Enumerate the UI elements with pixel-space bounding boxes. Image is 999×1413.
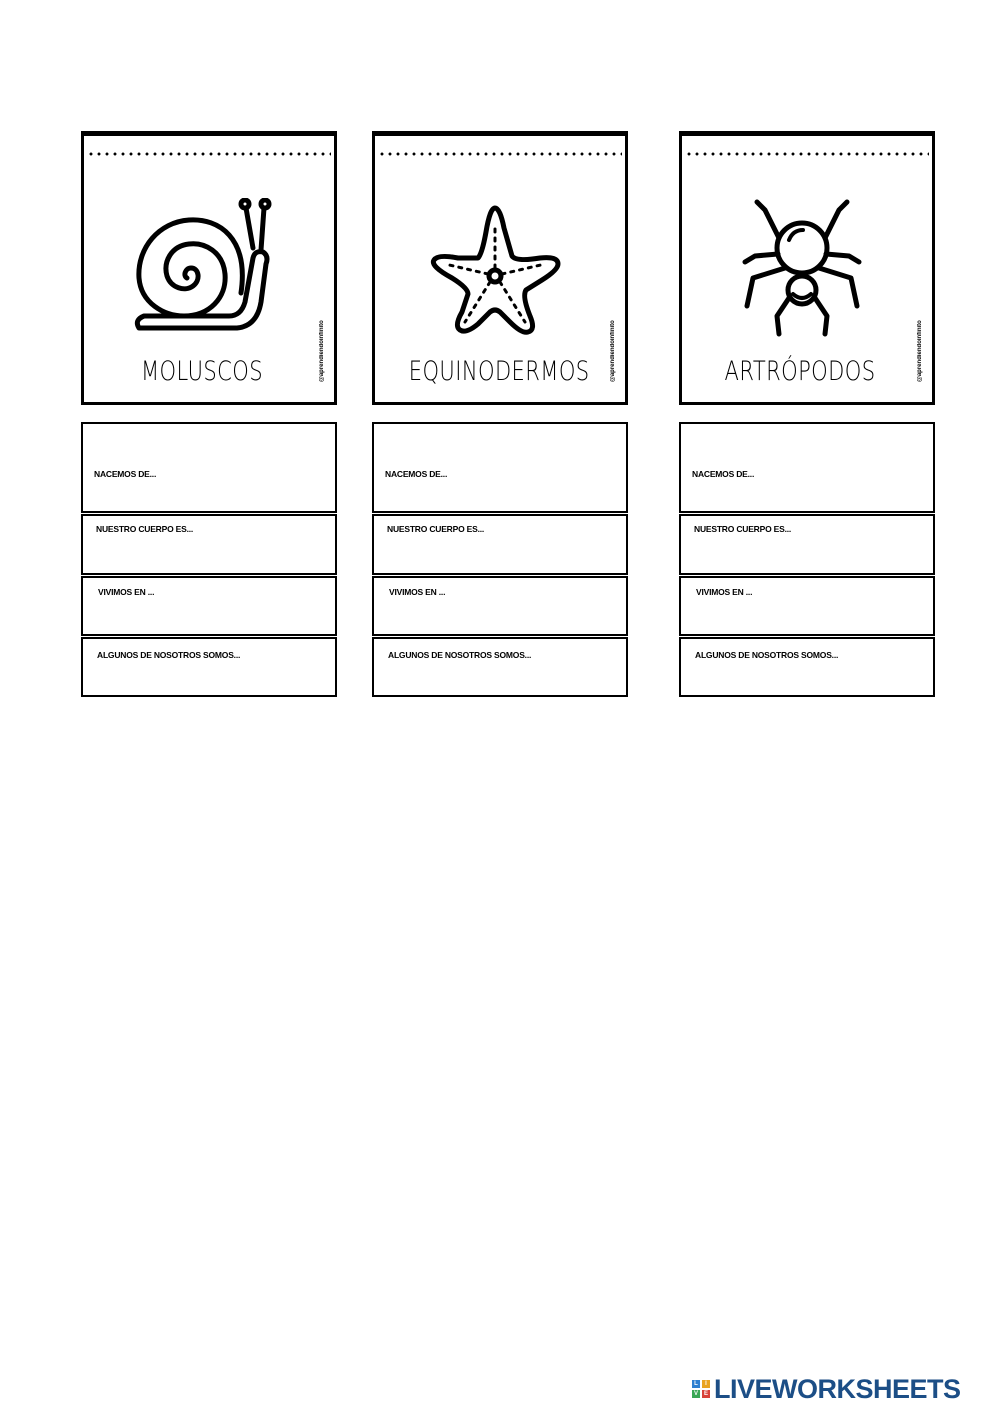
answer-box-algunos[interactable]	[81, 637, 337, 697]
card-equinodermos	[372, 131, 628, 405]
dotted-cut-line	[87, 152, 331, 156]
snail-icon	[129, 198, 279, 338]
spider-icon	[727, 198, 877, 338]
dotted-cut-line	[685, 152, 929, 156]
credit-text: @aprendiendoinfinito	[917, 320, 923, 382]
answer-box-cuerpo[interactable]	[81, 514, 337, 575]
credit-text: @aprendiendoinfinito	[610, 320, 616, 382]
answer-box-vivimos[interactable]	[372, 576, 628, 636]
row-label: NUESTRO CUERPO ES...	[387, 524, 485, 534]
answer-box-nacemos[interactable]	[679, 422, 935, 513]
info-table-artropodos	[679, 422, 935, 697]
card-title: MOLUSCOS	[141, 356, 263, 387]
card-title: ARTRÓPODOS	[724, 356, 876, 387]
info-table-equinodermos	[372, 422, 628, 697]
row-label: VIVIMOS EN ...	[98, 587, 155, 597]
answer-box-cuerpo[interactable]	[372, 514, 628, 575]
card-moluscos	[81, 131, 337, 405]
starfish-icon	[420, 198, 570, 338]
logo-letter: E	[703, 1391, 708, 1397]
answer-box-nacemos[interactable]	[372, 422, 628, 513]
row-label: VIVIMOS EN ...	[389, 587, 446, 597]
row-label: ALGUNOS DE NOSOTROS SOMOS...	[388, 650, 532, 660]
card-title: EQUINODERMOS	[408, 356, 590, 387]
card-artropodos	[679, 131, 935, 405]
row-label: ALGUNOS DE NOSOTROS SOMOS...	[695, 650, 839, 660]
answer-box-nacemos[interactable]	[81, 422, 337, 513]
answer-box-vivimos[interactable]	[679, 576, 935, 636]
info-table-moluscos	[81, 422, 337, 697]
dotted-cut-line	[378, 152, 622, 156]
answer-box-vivimos[interactable]	[81, 576, 337, 636]
logo-letter: L	[692, 1380, 700, 1388]
row-label: NACEMOS DE...	[94, 469, 157, 479]
row-label: NUESTRO CUERPO ES...	[96, 524, 194, 534]
logo-letter: V	[693, 1391, 698, 1397]
credit-text: @aprendiendoinfinito	[319, 320, 325, 382]
logo-mark-icon	[692, 1380, 710, 1398]
row-label: NUESTRO CUERPO ES...	[694, 524, 792, 534]
brand-name: LIVEWORKSHEETS	[714, 1373, 961, 1404]
row-label: NACEMOS DE...	[385, 469, 448, 479]
answer-box-cuerpo[interactable]	[679, 514, 935, 575]
answer-box-algunos[interactable]	[372, 637, 628, 697]
logo-letter: I	[702, 1380, 710, 1388]
row-label: NACEMOS DE...	[692, 469, 755, 479]
row-label: ALGUNOS DE NOSOTROS SOMOS...	[97, 650, 241, 660]
answer-box-algunos[interactable]	[679, 637, 935, 697]
row-label: VIVIMOS EN ...	[696, 587, 753, 597]
liveworksheets-logo	[692, 1374, 961, 1404]
